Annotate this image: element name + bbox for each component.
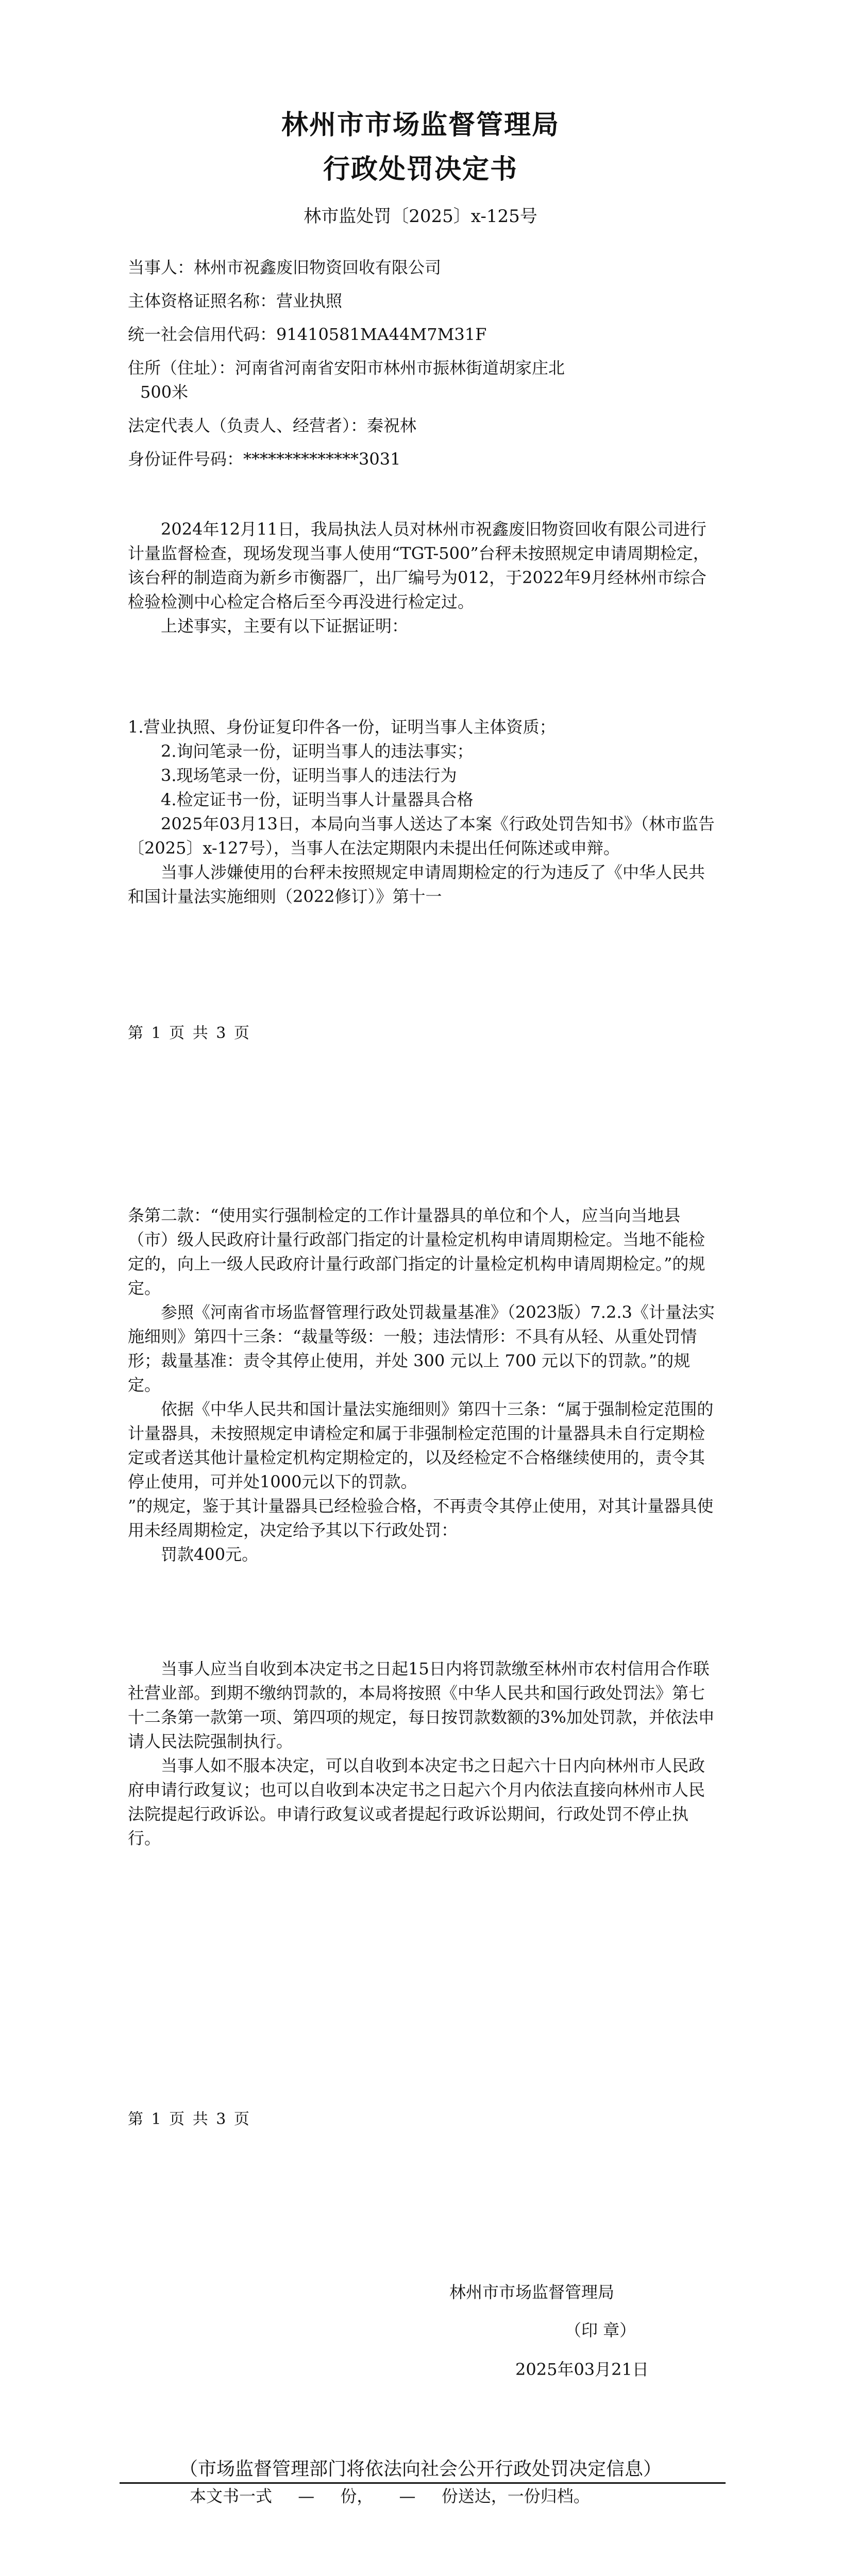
appeal-paragraph: 当事人如不服本决定，可以自收到本决定书之日起六十日内向林州市人民政府申请行政复议；也可以自收到本决定书之日起六个月内依法直接向林州市人民法院提起行政诉讼。申请行政复议或者提起行政诉讼期间，行政处罚不停止执行。 bbox=[128, 1756, 705, 1848]
evidence-list bbox=[128, 715, 715, 909]
party-id-number: 身份证件号码：**************3031 bbox=[128, 449, 401, 469]
party-legal-rep: 法定代表人（负责人、经营者）：秦祝林 bbox=[128, 416, 417, 435]
evidence-item: 4.检定证书一份，证明当事人计量器具合格 bbox=[161, 790, 474, 809]
issuing-authority: 林州市市场监督管理局 bbox=[449, 2282, 615, 2302]
party-cert-type: 主体资格证照名称：营业执照 bbox=[128, 291, 343, 311]
party-address-cont: 500米 bbox=[140, 382, 189, 402]
evidence-item: 1.营业执照、身份证复印件各一份，证明当事人主体资质； bbox=[128, 717, 556, 737]
party-address: 住所（住址）：河南省河南省安阳市林州市振林街道胡家庄北 bbox=[128, 358, 565, 378]
copies-unit: 份， bbox=[340, 2486, 374, 2506]
party-info-block bbox=[128, 256, 715, 481]
notice-paragraph: 2025年03月13日，本局向当事人送达了本案《行政处罚告知书》（林市监告〔2025〕x-127号），当事人在法定期限内未提出任何陈述或申辩。 bbox=[128, 814, 715, 858]
facts-section bbox=[128, 517, 715, 638]
evidence-item: 3.现场笔录一份，证明当事人的违法行为 bbox=[161, 766, 457, 785]
copies-row: 本文书一式 — 份， — 份送达，一份归档。 bbox=[128, 2483, 746, 2507]
document-page-3 bbox=[0, 2176, 841, 2576]
enforcement-section bbox=[128, 1657, 715, 1851]
authority-title: 林州市市场监督管理局 bbox=[281, 109, 560, 141]
evidence-intro: 上述事实，主要有以下证据证明： bbox=[161, 616, 409, 636]
party-name: 当事人：林州市祝鑫废旧物资回收有限公司 bbox=[128, 258, 442, 277]
fine-amount: 罚款400元。 bbox=[161, 1545, 259, 1564]
basis-paragraph: 依据《中华人民共和国计量法实施细则》第四十三条：“属于强制检定范围的计量器具，未按照规定申请检定和属于非强制检定范围的计量器具未自行定期检定或者送其他计量检定机构定期检定的，以及经检定不合格继续使用的，责令其停止使用，可并处1000元以下的罚款。 bbox=[128, 1399, 714, 1492]
copies-label: 本文书一式 bbox=[190, 2486, 273, 2506]
violation-paragraph-cont: 条第二款：“使用实行强制检定的工作计量器具的单位和个人，应当向当地县（市）级人民政府计量行政部门指定的计量检定机构申请周期检定。当地不能检定的，向上一级人民政府计量行政部门指定的计量检定机构申请周期检定。”的规定。 bbox=[128, 1206, 705, 1298]
seal-placeholder: （印 章） bbox=[565, 2320, 636, 2340]
payment-paragraph: 当事人应当自收到本决定书之日起15日内将罚款缴至林州市农村信用合作联社营业部。到期不缴纳罚款的，本局将按照《中华人民共和国行政处罚法》第七十二条第一款第一项、第四项的规定，每日按罚款数额的3%加处罚款，并依法申请人民法院强制执行。 bbox=[128, 1659, 715, 1751]
copies-sent: 份送达，一份归档。 bbox=[441, 2486, 590, 2506]
publication-note: （市场监督管理部门将依法向社会公开行政处罚决定信息） bbox=[179, 2459, 662, 2480]
page-footer: 第 1 页 共 3 页 bbox=[128, 1024, 251, 1042]
guideline-paragraph: 参照《河南省市场监督管理行政处罚裁量基准》（2023版）7.2.3《计量法实施细则》第四十三条：“裁量等级：一般；违法情形：不具有从轻、从重处罚情形；裁量基准：责令其停止使用，并处 300 元以上 700 元以下的罚款。”的规定。 bbox=[128, 1302, 715, 1395]
document-page-2 bbox=[0, 1088, 841, 2176]
facts-paragraph: 2024年12月11日，我局执法人员对林州市祝鑫废旧物资回收有限公司进行计量监督检查，现场发现当事人使用“TGT-500”台秤未按照规定申请周期检定，该台秤的制造商为新乡市衡器厂，出厂编号为012，于2022年9月经林州市综合检验检测中心检定合格后至今再没进行检定过。 bbox=[128, 519, 710, 612]
page-footer: 第 1 页 共 3 页 bbox=[128, 2110, 251, 2128]
party-credit-code: 统一社会信用代码：91410581MA44M7M31F bbox=[128, 325, 487, 344]
document-page-1 bbox=[0, 0, 841, 1088]
legal-basis-section bbox=[128, 1204, 715, 1567]
decision-date: 2025年03月21日 bbox=[515, 2360, 649, 2379]
violation-paragraph-start: 当事人涉嫌使用的台秤未按照规定申请周期检定的行为违反了《中华人民共和国计量法实施细则（2022修订）》第十一 bbox=[128, 862, 705, 906]
document-title: 行政处罚决定书 bbox=[323, 154, 518, 185]
evidence-item: 2.询问笔录一份，证明当事人的违法事实； bbox=[161, 741, 474, 761]
decision-paragraph: ”的规定，鉴于其计量器具已经检验合格，不再责令其停止使用，对其计量器具使用未经周期检定，决定给予其以下行政处罚： bbox=[128, 1496, 714, 1540]
document-number: 林市监处罚〔2025〕x-125号 bbox=[304, 206, 537, 227]
